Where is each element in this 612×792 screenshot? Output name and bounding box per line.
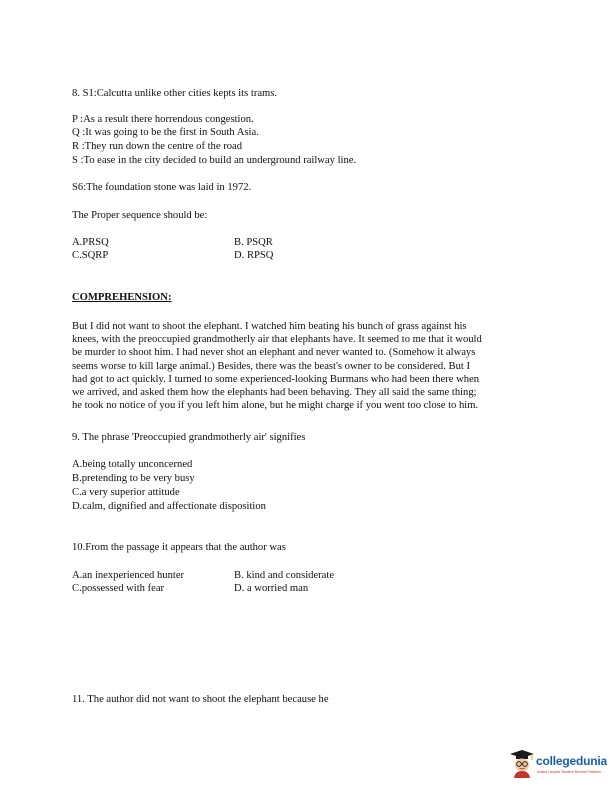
passage-line: knees, with the preoccupied grandmotherly air that elephants have. It seemed to me that it would [72,334,482,346]
question-8-prompt: The Proper sequence should be: [72,210,208,221]
question-10-stem: 10.From the passage it appears that the author was [72,542,286,553]
passage-line: be murder to shoot him. I had never shot an elephant and never wanted to. (Somehow it always [72,347,476,359]
logo-tagline: India's Largest Student Review Platform [537,770,601,774]
graduate-mascot-icon [510,750,534,778]
question-8-stem: 8. S1:Calcutta unlike other cities kepts its trams. [72,88,278,99]
sentence-p: P :As a result there horrendous congestion. [72,114,254,125]
q8-option-b: B. PSQR [234,237,273,248]
comprehension-passage [72,320,542,412]
q8-option-d: D. RPSQ [234,250,274,261]
q10-option-b: B. kind and considerate [234,570,335,581]
passage-line: But I did not want to shoot the elephant. I watched him beating his bunch of grass against his [72,321,467,332]
sentence-r: R :They run down the centre of the road [72,141,243,152]
q10-option-a: A.an inexperienced hunter [72,570,185,581]
passage-line: seems worse to kill large animal.) Besides, there was the beast's owner to be considered. But I [72,360,470,372]
q9-option-b: B.pretending to be very busy [72,473,195,484]
sentence-q: Q :It was going to be the first in South Asia. [72,127,259,138]
logo-wordmark: collegedunia [536,754,607,768]
q9-option-c: C.a very superior attitude [72,487,180,498]
q10-option-c: C.possessed with fear [72,583,165,594]
collegedunia-logo [506,750,610,780]
q8-option-c: C.SQRP [72,250,109,261]
q9-option-a: A.being totally unconcerned [72,459,193,470]
sentence-s6: S6:The foundation stone was laid in 1972. [72,182,252,193]
question-9-stem: 9. The phrase 'Preoccupied grandmotherly air' signifies [72,432,306,443]
passage-line: we arrived, and asked them how the elephants had been behaving. They all said the same thing; [72,387,477,399]
passage-line: had got to act quickly. I turned to some experienced-looking Burmans who had been there when [72,373,480,385]
q10-option-d: D. a worried man [234,583,309,594]
sentence-s: S :To ease in the city decided to build an underground railway line. [72,155,357,166]
passage-line: he took no notice of you if you left him alone, but he might charge if you went too close to him. [72,400,479,412]
comprehension-heading: COMPREHENSION: [72,292,172,303]
question-11-stem: 11. The author did not want to shoot the elephant because he [72,694,329,705]
q9-option-d: D.calm, dignified and affectionate disposition [72,501,266,512]
q8-option-a: A.PRSQ [72,237,109,248]
